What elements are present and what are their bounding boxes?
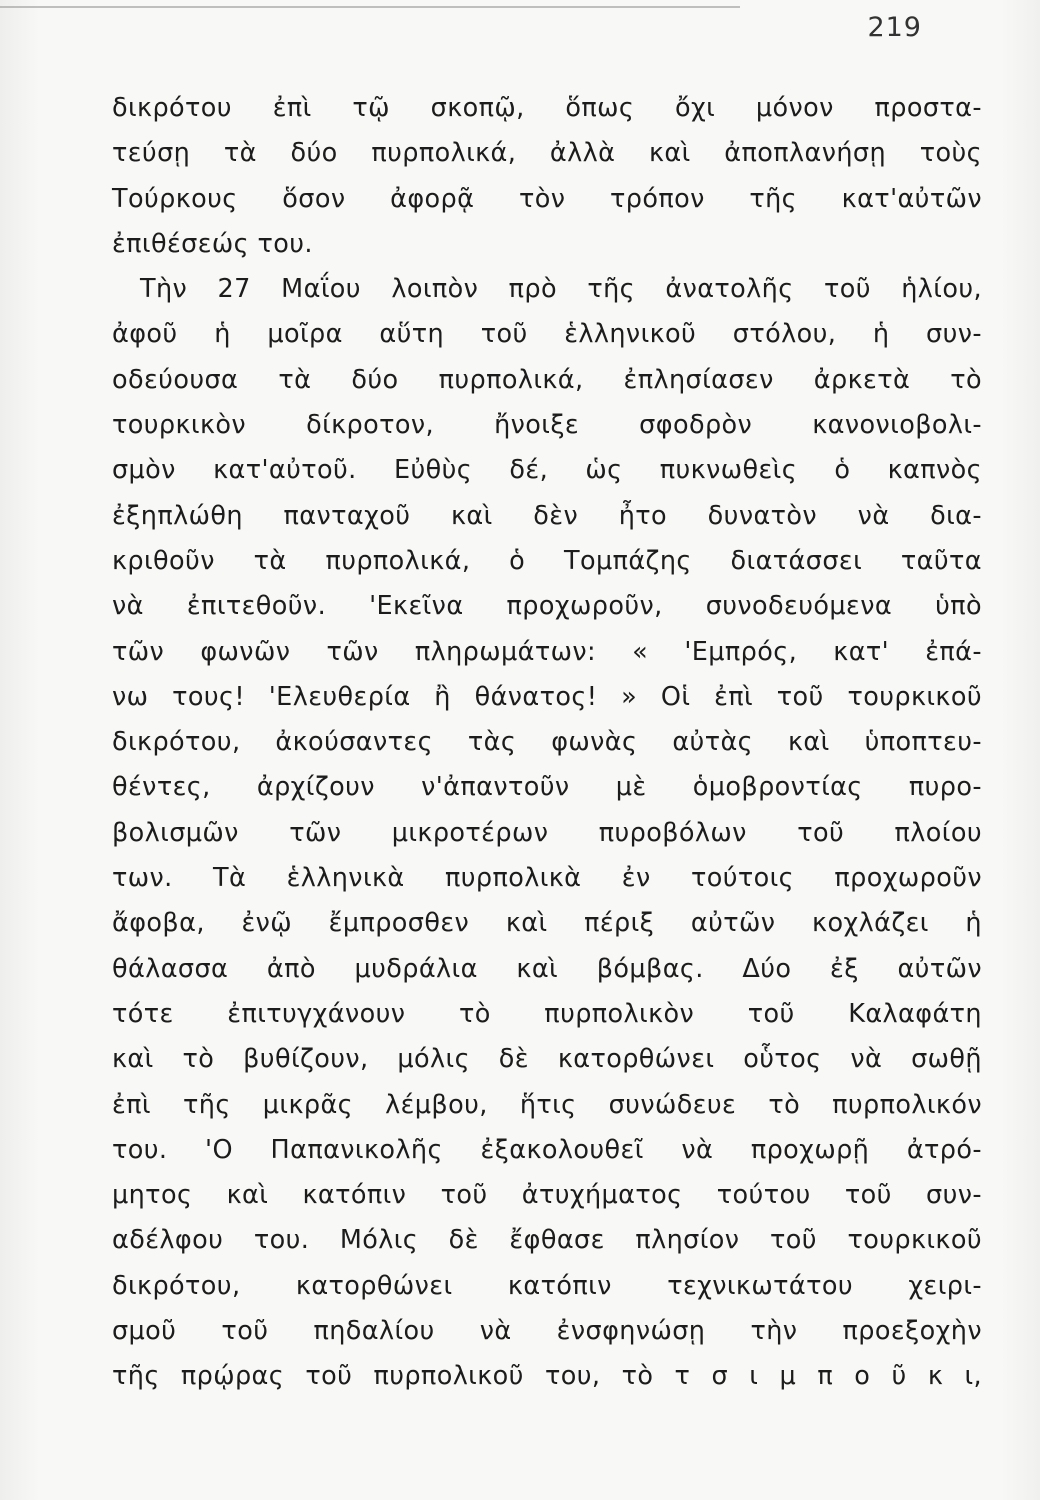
- text-line: τεύσῃ τὰ δύο πυρπολικά, ἀλλὰ καὶ ἀποπλανήσῃ τοὺς: [112, 138, 982, 169]
- text-line: δικρότου ἐπὶ τῷ σκοπῷ, ὅπως ὄχι μόνον προστα-: [112, 93, 982, 123]
- text-line: τουρκικὸν δίκροτον, ἤνοιξε σφοδρὸν κανονιοβολι-: [112, 410, 982, 441]
- text-line: θέντες, ἀρχίζουν ν'ἀπαντοῦν μὲ ὁμοβροντίας πυρο-: [112, 772, 982, 803]
- body-text: [112, 86, 982, 1400]
- text-line: νω τους! 'Ελευθερία ἢ θάνατος! » Οἱ ἐπὶ τοῦ τουρκικοῦ: [112, 681, 982, 712]
- text-line: ἐπὶ τῆς μικρᾶς λέμβου, ἥτις συνώδευε τὸ πυρπολικόν: [112, 1089, 982, 1120]
- text-line: τῶν φωνῶν τῶν πληρωμάτων: « 'Εμπρός, κατ' ἐπά-: [112, 636, 982, 667]
- text-line: δικρότου, κατορθώνει κατόπιν τεχνικωτάτου χειρι-: [112, 1270, 982, 1301]
- text-line: σμὸν κατ'αὐτοῦ. Εὐθὺς δέ, ὡς πυκνωθεὶς ὁ καπνὸς: [112, 455, 982, 486]
- text-line: νὰ ἐπιτεθοῦν. 'Εκεῖνα προχωροῦν, συνοδευόμενα ὑπὸ: [112, 591, 982, 622]
- text-line: θάλασσα ἀπὸ μυδράλια καὶ βόμβας. Δύο ἐξ αὐτῶν: [112, 953, 982, 984]
- text-line: καὶ τὸ βυθίζουν, μόλις δὲ κατορθώνει οὗτος νὰ σωθῇ: [112, 1044, 982, 1075]
- text-line: κριθοῦν τὰ πυρπολικά, ὁ Τομπάζης διατάσσει ταῦτα: [112, 545, 982, 576]
- text-line: ἄφοβα, ἐνῷ ἔμπροσθεν καὶ πέριξ αὐτῶν κοχλάζει ἡ: [112, 908, 982, 939]
- text-line: των. Τὰ ἑλληνικὰ πυρπολικὰ ἐν τούτοις προχωροῦν: [112, 863, 982, 894]
- top-edge-rule: [0, 6, 740, 8]
- text-line: οδεύουσα τὰ δύο πυρπολικά, ἐπλησίασεν ἀρκετὰ τὸ: [112, 364, 982, 395]
- text-line: σμοῦ τοῦ πηδαλίου νὰ ἐνσφηνώσῃ τὴν προεξοχὴν: [112, 1316, 982, 1347]
- text-line: ἐξηπλώθη πανταχοῦ καὶ δὲν ἦτο δυνατὸν νὰ δια-: [112, 500, 982, 531]
- text-line: Τούρκους ὅσον ἀφορᾷ τὸν τρόπον τῆς κατ'αὐτῶν: [112, 183, 982, 214]
- page-number: 219: [867, 12, 922, 43]
- text-line: μητος καὶ κατόπιν τοῦ ἀτυχήματος τούτου τοῦ συν-: [112, 1180, 982, 1211]
- text-line: του. 'Ο Παπανικολῆς ἐξακολουθεῖ νὰ προχωρῇ ἀτρό-: [112, 1134, 982, 1165]
- text-line: Τὴν 27 Μαΐου λοιπὸν πρὸ τῆς ἀνατολῆς τοῦ ἡλίου,: [140, 274, 982, 305]
- text-line: δικρότου, ἀκούσαντες τὰς φωνὰς αὐτὰς καὶ ὑποπτευ-: [112, 727, 982, 758]
- text-line: βολισμῶν τῶν μικροτέρων πυροβόλων τοῦ πλοίου: [112, 817, 982, 848]
- text-line: αδέλφου του. Μόλις δὲ ἔφθασε πλησίον τοῦ τουρκικοῦ: [112, 1225, 982, 1256]
- text-line: τῆς πρῴρας τοῦ πυρπολικοῦ του, τὸ τ σ ι μ π ο ῦ κ ι,: [112, 1361, 982, 1392]
- text-line: τότε ἐπιτυγχάνουν τὸ πυρπολικὸν τοῦ Καλαφάτη: [112, 998, 982, 1029]
- text-line: ἀφοῦ ἡ μοῖρα αὕτη τοῦ ἑλληνικοῦ στόλου, ἡ συν-: [112, 319, 982, 350]
- text-line: ἐπιθέσεώς του.: [112, 228, 313, 259]
